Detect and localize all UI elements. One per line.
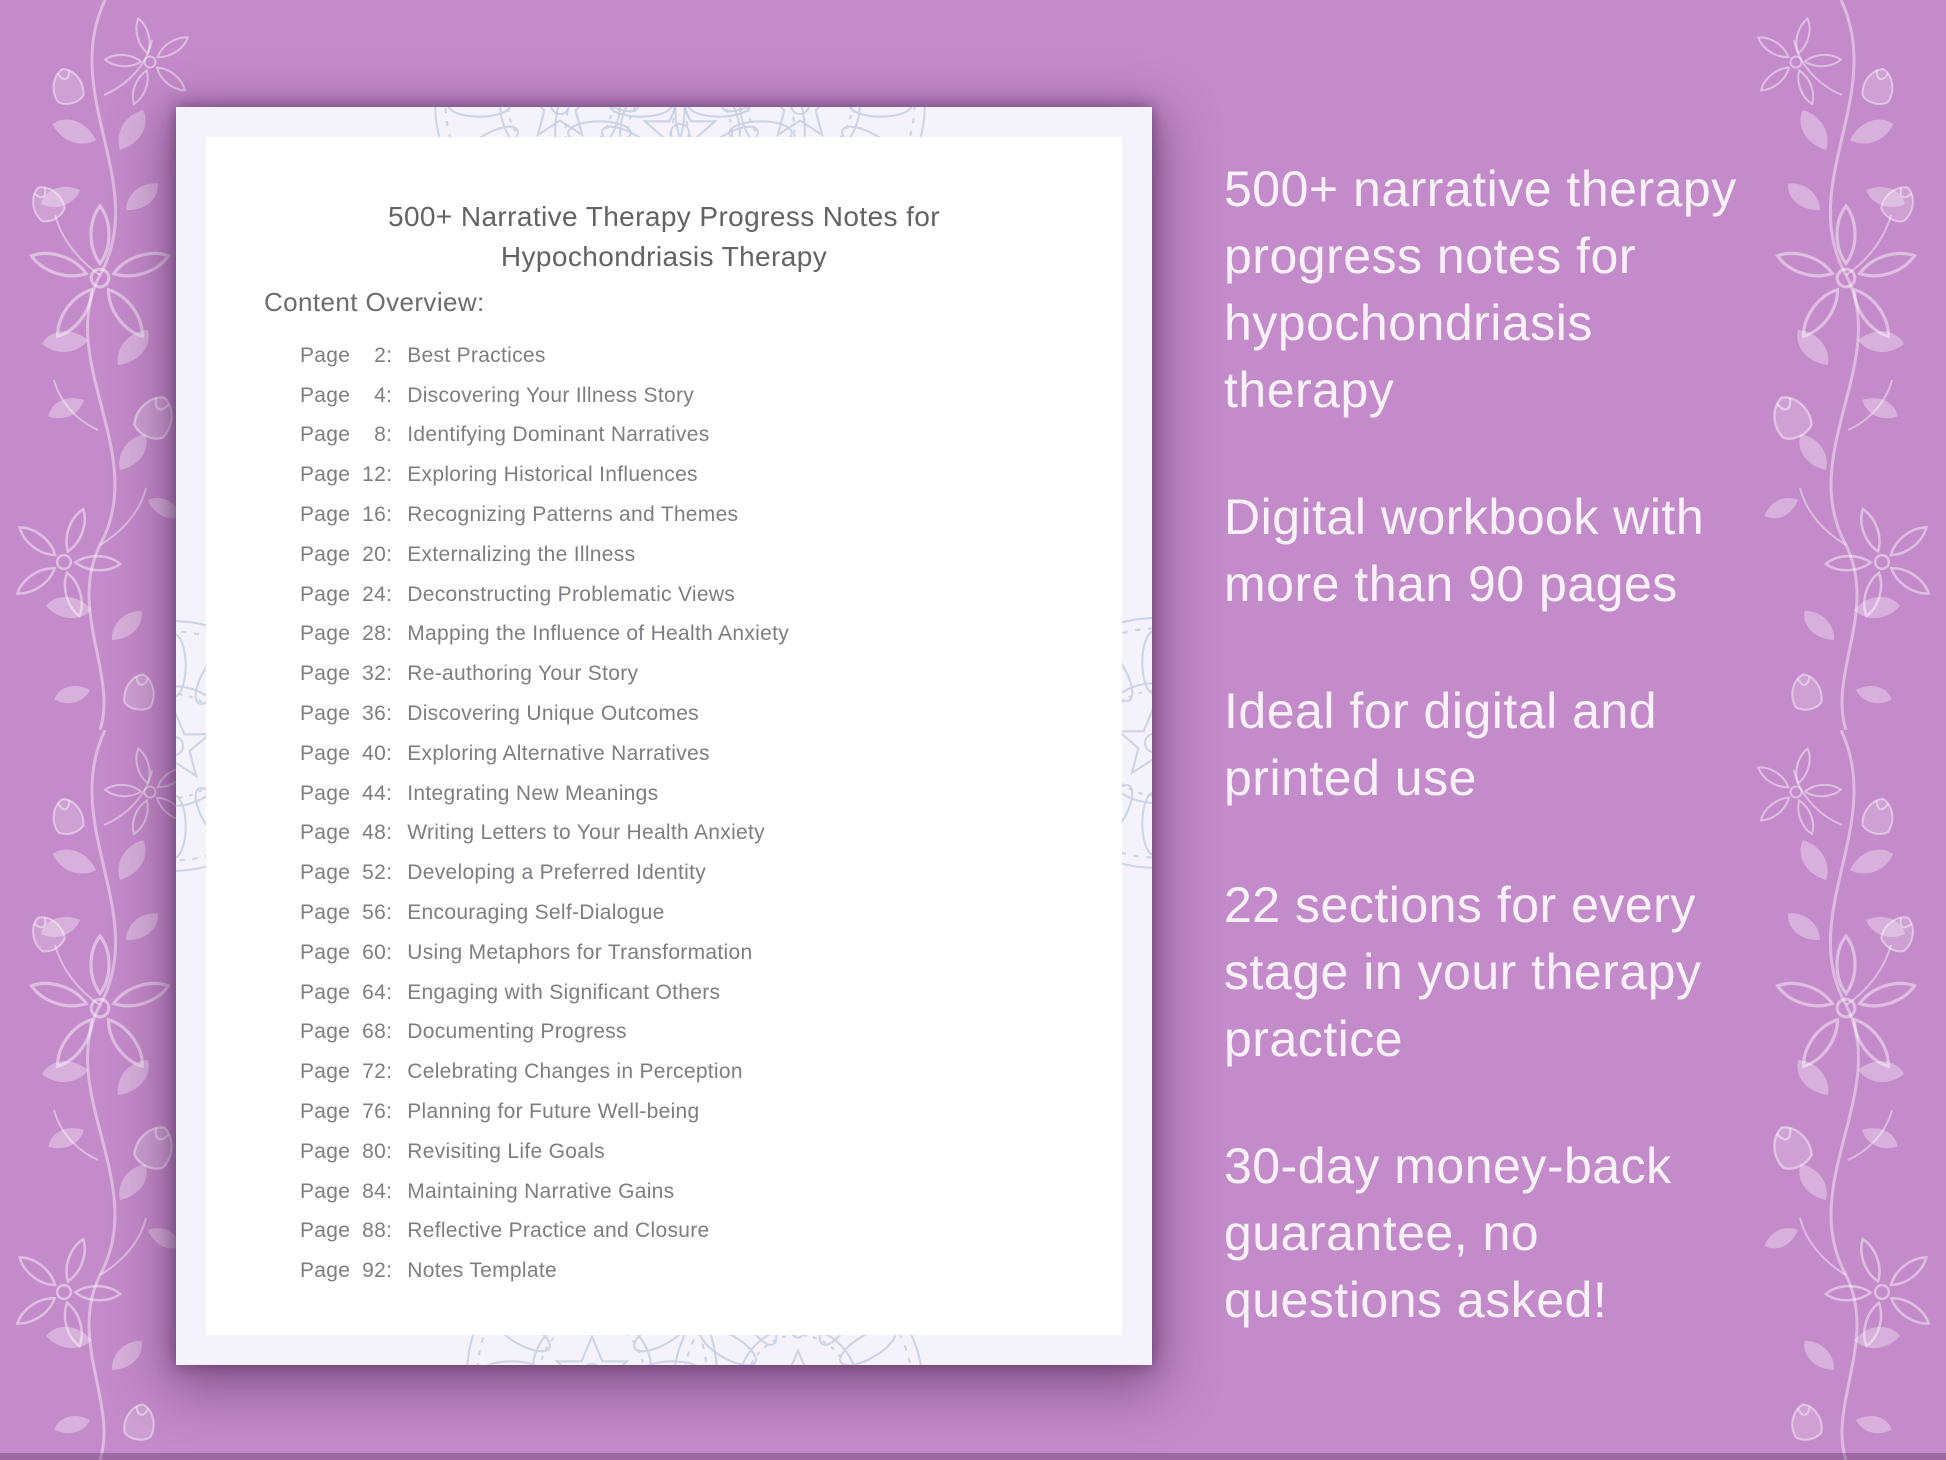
- toc-page-number: 12:: [362, 463, 393, 487]
- marketing-bullet-line: printed use: [1224, 750, 1477, 806]
- toc-row: [300, 615, 789, 655]
- toc-entry-title: Developing a Preferred Identity: [407, 861, 707, 885]
- toc-entry-title: Revisiting Life Goals: [407, 1139, 605, 1163]
- marketing-bullet: [1224, 156, 1784, 424]
- toc-page-label: Page: [300, 503, 351, 527]
- toc-page-number: 88:: [362, 1219, 393, 1243]
- toc-page-number: 36:: [362, 702, 393, 726]
- toc-row: [300, 376, 789, 416]
- toc-row: [300, 654, 789, 694]
- toc-row: [300, 1132, 789, 1172]
- table-of-contents: [300, 336, 789, 1291]
- toc-page-label: Page: [300, 423, 351, 447]
- toc-row: [300, 495, 789, 535]
- toc-page-number: 80:: [362, 1139, 393, 1163]
- toc-row: [300, 535, 789, 575]
- toc-page-number: 76:: [362, 1100, 393, 1124]
- toc-entry-title: Re-authoring Your Story: [407, 662, 639, 686]
- toc-entry-title: Recognizing Patterns and Themes: [407, 503, 739, 527]
- toc-page-number: 28:: [362, 622, 393, 646]
- toc-page-label: Page: [300, 1259, 351, 1283]
- toc-row: [300, 774, 789, 814]
- toc-entry-title: Discovering Your Illness Story: [407, 383, 695, 407]
- toc-page-number: 68:: [362, 1020, 393, 1044]
- toc-row: [300, 973, 789, 1013]
- toc-page-number: 2:: [374, 343, 393, 367]
- content-overview-heading: Content Overview:: [264, 287, 485, 317]
- toc-page-number: 44:: [362, 781, 393, 805]
- marketing-bullet-line: progress notes for: [1224, 228, 1636, 284]
- toc-page-number: 20:: [362, 542, 393, 566]
- marketing-bullet: [1224, 678, 1784, 812]
- toc-page-label: Page: [300, 383, 351, 407]
- toc-row: [300, 1212, 789, 1252]
- toc-page-number: 48:: [362, 821, 393, 845]
- bottom-edge-strip: [0, 1453, 1946, 1460]
- toc-page-label: Page: [300, 622, 351, 646]
- toc-page-number: 16:: [362, 503, 393, 527]
- toc-page-label: Page: [300, 861, 351, 885]
- toc-row: [300, 694, 789, 734]
- floral-border-left: [0, 0, 190, 1460]
- toc-page-label: Page: [300, 662, 351, 686]
- toc-entry-title: Best Practices: [407, 343, 546, 367]
- toc-entry-title: Celebrating Changes in Perception: [407, 1060, 743, 1084]
- toc-row: [300, 416, 789, 456]
- toc-entry-title: Using Metaphors for Transformation: [407, 940, 753, 964]
- toc-entry-title: Mapping the Influence of Health Anxiety: [407, 622, 790, 646]
- toc-row: [300, 1251, 789, 1291]
- toc-page-number: 56:: [362, 901, 393, 925]
- toc-row: [300, 893, 789, 933]
- toc-entry-title: Maintaining Narrative Gains: [407, 1179, 675, 1203]
- toc-page-label: Page: [300, 542, 351, 566]
- toc-page-number: 60:: [362, 940, 393, 964]
- toc-page-number: 72:: [362, 1060, 393, 1084]
- toc-page-label: Page: [300, 1179, 351, 1203]
- toc-entry-title: Engaging with Significant Others: [407, 980, 721, 1004]
- toc-page-label: Page: [300, 582, 351, 606]
- toc-page-label: Page: [300, 1060, 351, 1084]
- marketing-bullet-line: Digital workbook with: [1224, 489, 1705, 545]
- toc-entry-title: Reflective Practice and Closure: [407, 1219, 710, 1243]
- toc-page-number: 92:: [362, 1259, 393, 1283]
- document-title: 500+ Narrative Therapy Progress Notes for Hypochondriasis Therapy: [387, 201, 941, 272]
- toc-page-label: Page: [300, 940, 351, 964]
- toc-entry-title: Externalizing the Illness: [407, 542, 636, 566]
- toc-page-label: Page: [300, 1139, 351, 1163]
- toc-page-label: Page: [300, 901, 351, 925]
- marketing-bullet-line: more than 90 pages: [1224, 556, 1678, 612]
- toc-row: [300, 336, 789, 376]
- toc-page-number: 40:: [362, 741, 393, 765]
- toc-page-number: 52:: [362, 861, 393, 885]
- toc-page-label: Page: [300, 1100, 351, 1124]
- marketing-bullet-line: 22 sections for every: [1224, 877, 1696, 933]
- marketing-bullet-line: 500+ narrative therapy: [1224, 161, 1737, 217]
- marketing-bullet-line: practice: [1224, 1011, 1404, 1067]
- toc-entry-title: Planning for Future Well-being: [407, 1100, 700, 1124]
- toc-entry-title: Encouraging Self-Dialogue: [407, 901, 665, 925]
- marketing-bullet-line: 30-day money-back: [1224, 1138, 1672, 1194]
- toc-entry-title: Exploring Alternative Narratives: [407, 741, 710, 765]
- toc-row: [300, 1092, 789, 1132]
- floral-border-right: [1756, 0, 1946, 1460]
- toc-page-number: 32:: [362, 662, 393, 686]
- toc-entry-title: Discovering Unique Outcomes: [407, 702, 699, 726]
- toc-row: [300, 933, 789, 973]
- marketing-bullet-line: stage in your therapy: [1224, 944, 1702, 1000]
- toc-row: [300, 455, 789, 495]
- toc-row: [300, 1052, 789, 1092]
- toc-page-label: Page: [300, 980, 351, 1004]
- marketing-bullet-line: guarantee, no: [1224, 1205, 1540, 1261]
- marketing-bullet: [1224, 484, 1784, 618]
- toc-entry-title: Notes Template: [407, 1259, 557, 1283]
- toc-page-number: 24:: [362, 582, 393, 606]
- toc-page-label: Page: [300, 1020, 351, 1044]
- toc-entry-title: Documenting Progress: [407, 1020, 627, 1044]
- toc-page-label: Page: [300, 343, 351, 367]
- toc-row: [300, 1013, 789, 1053]
- toc-page-number: 4:: [374, 383, 393, 407]
- toc-row: [300, 575, 789, 615]
- toc-entry-title: Integrating New Meanings: [407, 781, 659, 805]
- toc-page-label: Page: [300, 463, 351, 487]
- toc-entry-title: Exploring Historical Influences: [407, 463, 698, 487]
- toc-row: [300, 814, 789, 854]
- marketing-bullet-line: questions asked!: [1224, 1272, 1608, 1328]
- toc-row: [300, 734, 789, 774]
- toc-row: [300, 1172, 789, 1212]
- toc-entry-title: Writing Letters to Your Health Anxiety: [407, 821, 765, 845]
- toc-entry-title: Identifying Dominant Narratives: [407, 423, 710, 447]
- toc-row: [300, 853, 789, 893]
- toc-entry-title: Deconstructing Problematic Views: [407, 582, 736, 606]
- marketing-bullet-line: Ideal for digital and: [1224, 683, 1658, 739]
- marketing-bullets: [1224, 156, 1784, 1394]
- workbook-cover-page: [176, 107, 1152, 1365]
- toc-page-label: Page: [300, 741, 351, 765]
- toc-page-label: Page: [300, 781, 351, 805]
- toc-page-label: Page: [300, 821, 351, 845]
- marketing-bullet: [1224, 872, 1784, 1073]
- toc-page-label: Page: [300, 702, 351, 726]
- marketing-bullet-line: hypochondriasis: [1224, 295, 1593, 351]
- marketing-bullet: [1224, 1133, 1784, 1334]
- toc-page-number: 8:: [374, 423, 393, 447]
- document-content-area: [206, 137, 1122, 1335]
- toc-page-number: 64:: [362, 980, 393, 1004]
- marketing-bullet-line: therapy: [1224, 362, 1395, 418]
- toc-page-number: 84:: [362, 1179, 393, 1203]
- toc-page-label: Page: [300, 1219, 351, 1243]
